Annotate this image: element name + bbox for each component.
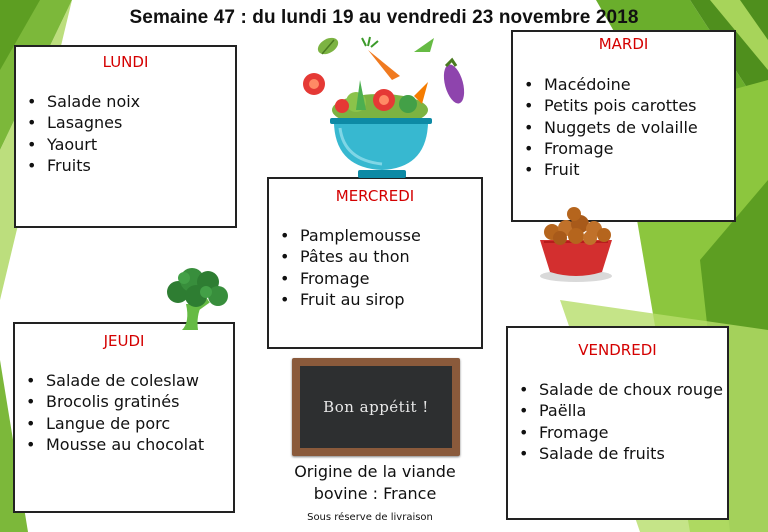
- menu-list-vendredi: [508, 379, 727, 464]
- menu-item: • Lasagnes: [16, 112, 235, 133]
- menu-item: • Brocolis gratinés: [15, 391, 233, 412]
- menu-item: • Fromage: [269, 268, 481, 289]
- day-label-mercredi: MERCREDI: [335, 187, 415, 205]
- delivery-disclaimer: Sous réserve de livraison: [307, 512, 433, 523]
- menu-item: • Salade noix: [16, 91, 235, 112]
- menu-item: • Fromage: [508, 422, 727, 443]
- menu-item: • Fromage: [513, 138, 734, 159]
- menu-item: • Fruits: [16, 155, 235, 176]
- menu-item: • Salade de coleslaw: [15, 370, 233, 391]
- menu-item: • Paëlla: [508, 400, 727, 421]
- day-card-lundi: [14, 45, 237, 228]
- menu-list-mardi: [513, 74, 734, 180]
- menu-list-lundi: [16, 91, 235, 176]
- salad-bowl-icon: [296, 32, 472, 186]
- menu-item: • Pamplemousse: [269, 225, 481, 246]
- day-label-lundi: LUNDI: [102, 53, 149, 71]
- chalkboard: [292, 358, 460, 456]
- meat-origin-note: [270, 461, 480, 505]
- menu-item: • Mousse au chocolat: [15, 434, 233, 455]
- menu-item: • Langue de porc: [15, 413, 233, 434]
- day-card-vendredi: [506, 326, 729, 520]
- menu-item: • Salade de choux rouge: [508, 379, 727, 400]
- menu-item: • Salade de fruits: [508, 443, 727, 464]
- menu-item: • Macédoine: [513, 74, 734, 95]
- page-title: Semaine 47 : du lundi 19 au vendredi 23 novembre 2018: [129, 7, 639, 28]
- menu-list-jeudi: [15, 370, 233, 455]
- day-card-mardi: [511, 30, 736, 222]
- origin-line-1: Origine de la viande: [294, 462, 456, 481]
- menu-list-mercredi: [269, 225, 481, 310]
- menu-item: • Fruit au sirop: [269, 289, 481, 310]
- day-label-mardi: MARDI: [598, 35, 649, 53]
- menu-item: • Yaourt: [16, 134, 235, 155]
- day-card-mercredi: [267, 177, 483, 349]
- origin-line-2: bovine : France: [313, 484, 437, 503]
- chalkboard-text: Bon appétit !: [300, 366, 452, 448]
- day-label-vendredi: VENDREDI: [578, 341, 657, 359]
- menu-item: • Pâtes au thon: [269, 246, 481, 267]
- menu-item: • Fruit: [513, 159, 734, 180]
- day-card-jeudi: [13, 322, 235, 513]
- day-label-jeudi: JEUDI: [103, 332, 145, 350]
- menu-item: • Nuggets de volaille: [513, 117, 734, 138]
- broccoli-icon: [164, 266, 230, 334]
- menu-item: • Petits pois carottes: [513, 95, 734, 116]
- meatballs-bowl-icon: [532, 202, 618, 284]
